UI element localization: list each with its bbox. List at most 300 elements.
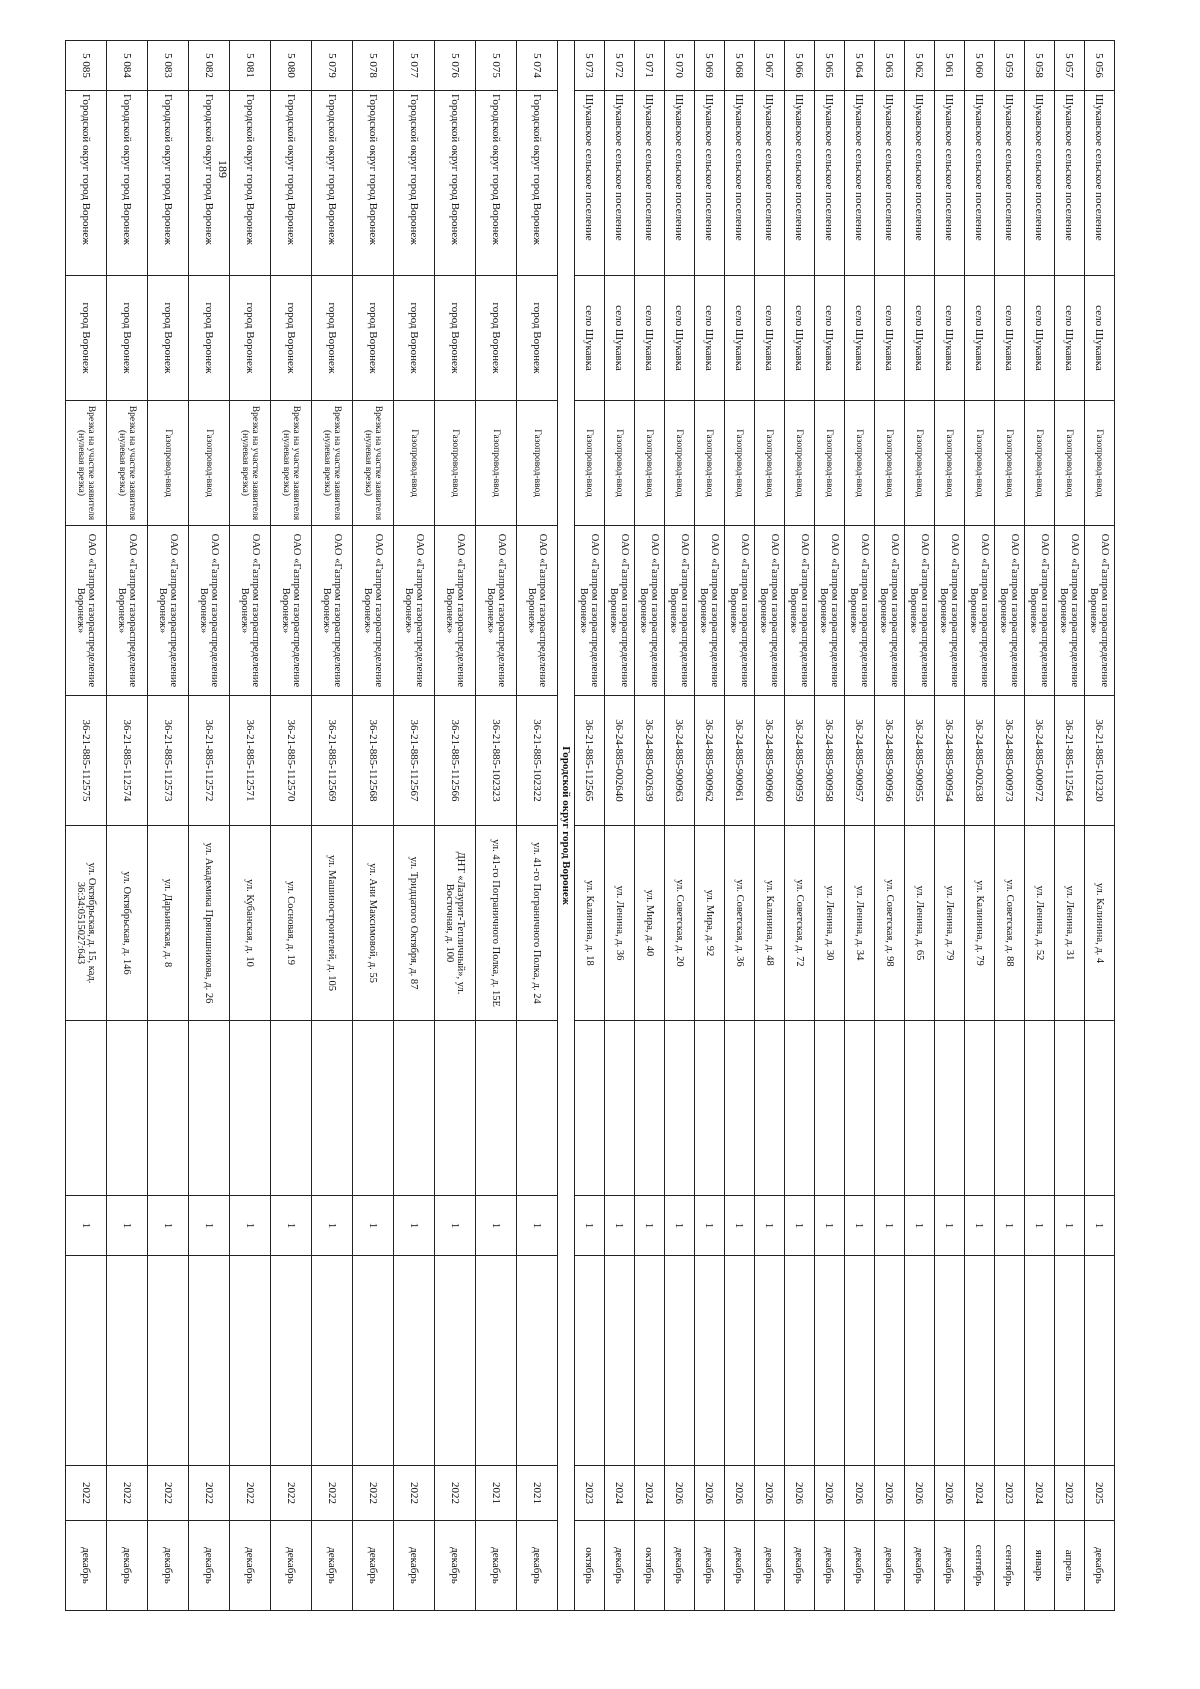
empty-cell xyxy=(575,1021,605,1196)
code-cell: 36-24-885-900954 xyxy=(935,696,965,826)
empty-cell xyxy=(965,1021,995,1196)
table-row xyxy=(1085,41,1115,1611)
table-row xyxy=(785,41,815,1611)
table-row xyxy=(905,41,935,1611)
code-cell: 36-24-885-900963 xyxy=(665,696,695,826)
year-cell: 2026 xyxy=(935,1466,965,1521)
object-type-cell: Врезка на участке заявителя (нулевая врезка) xyxy=(230,401,271,526)
table-row xyxy=(1055,41,1085,1611)
count-cell: 1 xyxy=(476,1196,517,1256)
settlement-cell: Городской округ город Воронеж xyxy=(148,91,189,276)
month-cell: декабрь xyxy=(312,1521,353,1611)
table-row xyxy=(435,41,476,1611)
object-type-cell: Газопровод-ввод xyxy=(1025,401,1055,526)
rotated-table xyxy=(75,40,1115,1610)
empty-cell xyxy=(935,1021,965,1196)
year-cell: 2026 xyxy=(875,1466,905,1521)
object-type-cell: Газопровод-ввод xyxy=(755,401,785,526)
table-row xyxy=(875,41,905,1611)
settlement-cell: Шукавское сельское поселение xyxy=(1085,91,1115,276)
row-number: 5 066 xyxy=(785,41,815,91)
row-number: 5 078 xyxy=(353,41,394,91)
section-header xyxy=(558,41,575,1611)
empty-cell xyxy=(435,1021,476,1196)
count-cell: 1 xyxy=(995,1196,1025,1256)
settlement-cell: Городской округ город Воронеж xyxy=(517,91,558,276)
year-cell: 2023 xyxy=(575,1466,605,1521)
settlement-cell: Городской округ город Воронеж xyxy=(66,91,107,276)
row-number: 5 070 xyxy=(665,41,695,91)
row-number: 5 079 xyxy=(312,41,353,91)
locality-cell: село Шукавка xyxy=(845,276,875,401)
locality-cell: село Шукавка xyxy=(1025,276,1055,401)
address-cell: ул. Ленина, д. 34 xyxy=(845,826,875,1021)
empty-cell xyxy=(815,1256,845,1466)
month-cell: декабрь xyxy=(353,1521,394,1611)
year-cell: 2026 xyxy=(725,1466,755,1521)
year-cell: 2022 xyxy=(394,1466,435,1521)
empty-cell xyxy=(476,1256,517,1466)
empty-cell xyxy=(148,1021,189,1196)
code-cell: 36-21-885-112569 xyxy=(312,696,353,826)
code-cell: 36-21-885-112574 xyxy=(107,696,148,826)
empty-cell xyxy=(476,1021,517,1196)
organization-cell: ОАО «Газпром газораспределение Воронеж» xyxy=(312,526,353,696)
table-row xyxy=(230,41,271,1611)
table-row xyxy=(66,41,107,1611)
empty-cell xyxy=(995,1021,1025,1196)
object-type-cell: Газопровод-ввод xyxy=(435,401,476,526)
organization-cell: ОАО «Газпром газораспределение Воронеж» xyxy=(148,526,189,696)
month-cell: декабрь xyxy=(845,1521,875,1611)
count-cell: 1 xyxy=(1025,1196,1055,1256)
settlement-cell: Городской округ город Воронеж xyxy=(476,91,517,276)
settlement-cell: Шукавское сельское поселение xyxy=(605,91,635,276)
table-row xyxy=(107,41,148,1611)
locality-cell: село Шукавка xyxy=(965,276,995,401)
settlement-cell: Городской округ город Воронеж xyxy=(189,91,230,276)
table-row xyxy=(695,41,725,1611)
empty-cell xyxy=(815,1021,845,1196)
locality-cell: село Шукавка xyxy=(815,276,845,401)
count-cell: 1 xyxy=(605,1196,635,1256)
code-cell: 36-21-885-112568 xyxy=(353,696,394,826)
organization-cell: ОАО «Газпром газораспределение Воронеж» xyxy=(66,526,107,696)
code-cell: 36-24-885-900957 xyxy=(845,696,875,826)
locality-cell: село Шукавка xyxy=(1085,276,1115,401)
locality-cell: город Воронеж xyxy=(517,276,558,401)
month-cell: декабрь xyxy=(476,1521,517,1611)
address-cell: ул. 41-го Пограничного Полка, д. 15Е xyxy=(476,826,517,1021)
month-cell: декабрь xyxy=(905,1521,935,1611)
count-cell: 1 xyxy=(353,1196,394,1256)
count-cell: 1 xyxy=(230,1196,271,1256)
table-row xyxy=(271,41,312,1611)
empty-cell xyxy=(965,1256,995,1466)
month-cell: декабрь xyxy=(66,1521,107,1611)
row-number: 5 082 xyxy=(189,41,230,91)
year-cell: 2022 xyxy=(148,1466,189,1521)
locality-cell: село Шукавка xyxy=(1055,276,1085,401)
object-type-cell: Газопровод-ввод xyxy=(785,401,815,526)
organization-cell: ОАО «Газпром газораспределение Воронеж» xyxy=(1055,526,1085,696)
object-type-cell: Газопровод-ввод xyxy=(815,401,845,526)
locality-cell: город Воронеж xyxy=(476,276,517,401)
organization-cell: ОАО «Газпром газораспределение Воронеж» xyxy=(394,526,435,696)
table-row xyxy=(725,41,755,1611)
month-cell: октябрь xyxy=(635,1521,665,1611)
row-number: 5 074 xyxy=(517,41,558,91)
object-type-cell: Газопровод-ввод xyxy=(935,401,965,526)
row-number: 5 077 xyxy=(394,41,435,91)
year-cell: 2026 xyxy=(785,1466,815,1521)
object-type-cell: Газопровод-ввод xyxy=(995,401,1025,526)
table-row xyxy=(517,41,558,1611)
object-type-cell: Газопровод-ввод xyxy=(517,401,558,526)
table-row xyxy=(995,41,1025,1611)
month-cell: декабрь xyxy=(605,1521,635,1611)
organization-cell: ОАО «Газпром газораспределение Воронеж» xyxy=(605,526,635,696)
address-cell: ул. Дарьинская, д. 8 xyxy=(148,826,189,1021)
row-number: 5 062 xyxy=(905,41,935,91)
address-cell: ул. Советская, д. 36 xyxy=(725,826,755,1021)
object-type-cell: Газопровод-ввод xyxy=(905,401,935,526)
year-cell: 2026 xyxy=(845,1466,875,1521)
page-number: 189 xyxy=(216,160,230,178)
count-cell: 1 xyxy=(394,1196,435,1256)
code-cell: 36-24-885-000973 xyxy=(995,696,1025,826)
empty-cell xyxy=(995,1256,1025,1466)
organization-cell: ОАО «Газпром газораспределение Воронеж» xyxy=(905,526,935,696)
settlement-cell: Городской округ город Воронеж xyxy=(394,91,435,276)
code-cell: 36-24-885-900955 xyxy=(905,696,935,826)
code-cell: 36-21-885-102323 xyxy=(476,696,517,826)
locality-cell: село Шукавка xyxy=(635,276,665,401)
empty-cell xyxy=(1085,1021,1115,1196)
object-type-cell: Газопровод-ввод xyxy=(725,401,755,526)
address-cell: ул. Советская, д. 98 xyxy=(875,826,905,1021)
organization-cell: ОАО «Газпром газораспределение Воронеж» xyxy=(725,526,755,696)
row-number: 5 064 xyxy=(845,41,875,91)
empty-cell xyxy=(845,1256,875,1466)
organization-cell: ОАО «Газпром газораспределение Воронеж» xyxy=(435,526,476,696)
organization-cell: ОАО «Газпром газораспределение Воронеж» xyxy=(635,526,665,696)
organization-cell: ОАО «Газпром газораспределение Воронеж» xyxy=(995,526,1025,696)
organization-cell: ОАО «Газпром газораспределение Воронеж» xyxy=(1085,526,1115,696)
row-number: 5 065 xyxy=(815,41,845,91)
year-cell: 2026 xyxy=(665,1466,695,1521)
empty-cell xyxy=(665,1256,695,1466)
locality-cell: город Воронеж xyxy=(107,276,148,401)
row-number: 5 084 xyxy=(107,41,148,91)
empty-cell xyxy=(635,1256,665,1466)
table-row xyxy=(1025,41,1055,1611)
table-row xyxy=(665,41,695,1611)
count-cell: 1 xyxy=(845,1196,875,1256)
object-type-cell: Газопровод-ввод xyxy=(575,401,605,526)
code-cell: 36-21-885-112567 xyxy=(394,696,435,826)
year-cell: 2026 xyxy=(815,1466,845,1521)
locality-cell: село Шукавка xyxy=(935,276,965,401)
settlement-cell: Шукавское сельское поселение xyxy=(995,91,1025,276)
table-row xyxy=(965,41,995,1611)
month-cell: декабрь xyxy=(230,1521,271,1611)
address-cell: ул. Академика Прянишникова, д. 26 xyxy=(189,826,230,1021)
year-cell: 2021 xyxy=(517,1466,558,1521)
address-cell: ул. Машиностроителей, д. 105 xyxy=(312,826,353,1021)
empty-cell xyxy=(394,1256,435,1466)
count-cell: 1 xyxy=(575,1196,605,1256)
empty-cell xyxy=(725,1021,755,1196)
year-cell: 2022 xyxy=(312,1466,353,1521)
code-cell: 36-24-885-900959 xyxy=(785,696,815,826)
organization-cell: ОАО «Газпром газораспределение Воронеж» xyxy=(271,526,312,696)
object-type-cell: Газопровод-ввод xyxy=(665,401,695,526)
code-cell: 36-21-885-112575 xyxy=(66,696,107,826)
locality-cell: город Воронеж xyxy=(435,276,476,401)
locality-cell: город Воронеж xyxy=(189,276,230,401)
code-cell: 36-24-885-002639 xyxy=(635,696,665,826)
address-cell: ул. Сосновая, д. 19 xyxy=(271,826,312,1021)
month-cell: сентябрь xyxy=(995,1521,1025,1611)
address-cell: ул. Советская, д. 88 xyxy=(995,826,1025,1021)
code-cell: 36-24-885-900961 xyxy=(725,696,755,826)
table-container xyxy=(75,40,1115,1610)
empty-cell xyxy=(575,1256,605,1466)
object-type-cell: Врезка на участке заявителя (нулевая врезка) xyxy=(66,401,107,526)
count-cell: 1 xyxy=(1085,1196,1115,1256)
empty-cell xyxy=(517,1256,558,1466)
row-number: 5 060 xyxy=(965,41,995,91)
count-cell: 1 xyxy=(965,1196,995,1256)
address-cell: ул. Тридцатого Октября, д. 87 xyxy=(394,826,435,1021)
count-cell: 1 xyxy=(755,1196,785,1256)
code-cell: 36-21-885-112571 xyxy=(230,696,271,826)
address-cell: ул. Советская, д. 72 xyxy=(785,826,815,1021)
code-cell: 36-21-885-112570 xyxy=(271,696,312,826)
table-row xyxy=(815,41,845,1611)
address-cell: ул. Ленина, д. 31 xyxy=(1055,826,1085,1021)
row-number: 5 061 xyxy=(935,41,965,91)
empty-cell xyxy=(695,1256,725,1466)
empty-cell xyxy=(605,1256,635,1466)
organization-cell: ОАО «Газпром газораспределение Воронеж» xyxy=(755,526,785,696)
object-type-cell: Газопровод-ввод xyxy=(845,401,875,526)
empty-cell xyxy=(875,1021,905,1196)
settlement-cell: Шукавское сельское поселение xyxy=(1055,91,1085,276)
settlement-cell: Шукавское сельское поселение xyxy=(575,91,605,276)
code-cell: 36-21-885-102322 xyxy=(517,696,558,826)
settlement-cell: Шукавское сельское поселение xyxy=(935,91,965,276)
empty-cell xyxy=(1055,1021,1085,1196)
address-cell: ул. Ленина, д. 65 xyxy=(905,826,935,1021)
count-cell: 1 xyxy=(695,1196,725,1256)
count-cell: 1 xyxy=(148,1196,189,1256)
year-cell: 2023 xyxy=(995,1466,1025,1521)
code-cell: 36-21-885-102320 xyxy=(1085,696,1115,826)
organization-cell: ОАО «Газпром газораспределение Воронеж» xyxy=(815,526,845,696)
address-cell: ул. Кубанская, д. 10 xyxy=(230,826,271,1021)
empty-cell xyxy=(785,1021,815,1196)
year-cell: 2024 xyxy=(965,1466,995,1521)
empty-cell xyxy=(1025,1021,1055,1196)
organization-cell: ОАО «Газпром газораспределение Воронеж» xyxy=(875,526,905,696)
row-number: 5 071 xyxy=(635,41,665,91)
table-row xyxy=(605,41,635,1611)
empty-cell xyxy=(695,1021,725,1196)
table-body-b xyxy=(66,41,558,1611)
year-cell: 2022 xyxy=(271,1466,312,1521)
locality-cell: город Воронеж xyxy=(312,276,353,401)
empty-cell xyxy=(66,1256,107,1466)
address-cell: ул. Ани Максимовой, д. 55 xyxy=(353,826,394,1021)
empty-cell xyxy=(353,1256,394,1466)
count-cell: 1 xyxy=(785,1196,815,1256)
table-row xyxy=(755,41,785,1611)
month-cell: декабрь xyxy=(935,1521,965,1611)
table-row xyxy=(394,41,435,1611)
address-cell: ул. Мира, д. 92 xyxy=(695,826,725,1021)
count-cell: 1 xyxy=(66,1196,107,1256)
organization-cell: ОАО «Газпром газораспределение Воронеж» xyxy=(1025,526,1055,696)
object-type-cell: Газопровод-ввод xyxy=(1085,401,1115,526)
locality-cell: село Шукавка xyxy=(785,276,815,401)
month-cell: декабрь xyxy=(695,1521,725,1611)
settlement-cell: Шукавское сельское поселение xyxy=(875,91,905,276)
settlement-cell: Шукавское сельское поселение xyxy=(725,91,755,276)
code-cell: 36-21-885-112564 xyxy=(1055,696,1085,826)
table-row xyxy=(312,41,353,1611)
code-cell: 36-24-885-900956 xyxy=(875,696,905,826)
organization-cell: ОАО «Газпром газораспределение Воронеж» xyxy=(965,526,995,696)
code-cell: 36-21-885-112573 xyxy=(148,696,189,826)
year-cell: 2024 xyxy=(635,1466,665,1521)
empty-cell xyxy=(394,1021,435,1196)
row-number: 5 069 xyxy=(695,41,725,91)
year-cell: 2022 xyxy=(353,1466,394,1521)
month-cell: апрель xyxy=(1055,1521,1085,1611)
code-cell: 36-21-885-112566 xyxy=(435,696,476,826)
address-cell: ул. Ленина, д. 30 xyxy=(815,826,845,1021)
address-cell: ул. Калинина, д. 4 xyxy=(1085,826,1115,1021)
row-number: 5 056 xyxy=(1085,41,1115,91)
count-cell: 1 xyxy=(271,1196,312,1256)
locality-cell: село Шукавка xyxy=(575,276,605,401)
settlement-cell: Шукавское сельское поселение xyxy=(845,91,875,276)
empty-cell xyxy=(189,1256,230,1466)
row-number: 5 083 xyxy=(148,41,189,91)
settlement-cell: Городской округ город Воронеж xyxy=(312,91,353,276)
object-type-cell: Газопровод-ввод xyxy=(635,401,665,526)
settlement-cell: Шукавское сельское поселение xyxy=(815,91,845,276)
empty-cell xyxy=(312,1021,353,1196)
settlement-cell: Шукавское сельское поселение xyxy=(695,91,725,276)
count-cell: 1 xyxy=(635,1196,665,1256)
month-cell: декабрь xyxy=(271,1521,312,1611)
row-number: 5 063 xyxy=(875,41,905,91)
row-number: 5 080 xyxy=(271,41,312,91)
object-type-cell: Газопровод-ввод xyxy=(1055,401,1085,526)
year-cell: 2025 xyxy=(1085,1466,1115,1521)
empty-cell xyxy=(935,1256,965,1466)
row-number: 5 075 xyxy=(476,41,517,91)
row-number: 5 081 xyxy=(230,41,271,91)
locality-cell: город Воронеж xyxy=(148,276,189,401)
empty-cell xyxy=(66,1021,107,1196)
address-cell: ул. Калинина, д. 79 xyxy=(965,826,995,1021)
locality-cell: село Шукавка xyxy=(995,276,1025,401)
object-type-cell: Врезка на участке заявителя (нулевая врезка) xyxy=(271,401,312,526)
year-cell: 2023 xyxy=(1055,1466,1085,1521)
locality-cell: село Шукавка xyxy=(875,276,905,401)
table-row xyxy=(635,41,665,1611)
year-cell: 2022 xyxy=(189,1466,230,1521)
empty-cell xyxy=(725,1256,755,1466)
organization-cell: ОАО «Газпром газораспределение Воронеж» xyxy=(353,526,394,696)
row-number: 5 059 xyxy=(995,41,1025,91)
organization-cell: ОАО «Газпром газораспределение Воронеж» xyxy=(695,526,725,696)
organization-cell: ОАО «Газпром газораспределение Воронеж» xyxy=(230,526,271,696)
address-cell: ул. Калинина, д. 18 xyxy=(575,826,605,1021)
month-cell: январь xyxy=(1025,1521,1055,1611)
code-cell: 36-24-885-002638 xyxy=(965,696,995,826)
code-cell: 36-21-885-112565 xyxy=(575,696,605,826)
month-cell: декабрь xyxy=(785,1521,815,1611)
year-cell: 2021 xyxy=(476,1466,517,1521)
empty-cell xyxy=(107,1021,148,1196)
address-cell: ул. Ленина, д. 52 xyxy=(1025,826,1055,1021)
empty-cell xyxy=(1085,1256,1115,1466)
empty-cell xyxy=(189,1021,230,1196)
row-number: 5 085 xyxy=(66,41,107,91)
settlement-cell: Шукавское сельское поселение xyxy=(755,91,785,276)
year-cell: 2022 xyxy=(107,1466,148,1521)
empty-cell xyxy=(271,1256,312,1466)
address-cell: ул. 41-го Пограничного Полка, д. 24 xyxy=(517,826,558,1021)
row-number: 5 058 xyxy=(1025,41,1055,91)
settlement-cell: Шукавское сельское поселение xyxy=(665,91,695,276)
code-cell: 36-21-885-112572 xyxy=(189,696,230,826)
empty-cell xyxy=(605,1021,635,1196)
empty-cell xyxy=(517,1021,558,1196)
settlement-cell: Городской округ город Воронеж xyxy=(271,91,312,276)
locality-cell: город Воронеж xyxy=(271,276,312,401)
empty-cell xyxy=(353,1021,394,1196)
object-type-cell: Газопровод-ввод xyxy=(189,401,230,526)
count-cell: 1 xyxy=(312,1196,353,1256)
object-type-cell: Газопровод-ввод xyxy=(605,401,635,526)
row-number: 5 057 xyxy=(1055,41,1085,91)
count-cell: 1 xyxy=(905,1196,935,1256)
month-cell: декабрь xyxy=(435,1521,476,1611)
empty-cell xyxy=(312,1256,353,1466)
table-body-a xyxy=(575,41,1115,1611)
empty-cell xyxy=(1025,1256,1055,1466)
object-type-cell: Газопровод-ввод xyxy=(875,401,905,526)
empty-cell xyxy=(107,1256,148,1466)
month-cell: декабрь xyxy=(815,1521,845,1611)
count-cell: 1 xyxy=(435,1196,476,1256)
settlement-cell: Шукавское сельское поселение xyxy=(635,91,665,276)
code-cell: 36-24-885-002640 xyxy=(605,696,635,826)
count-cell: 1 xyxy=(815,1196,845,1256)
settlement-cell: Городской округ город Воронеж xyxy=(107,91,148,276)
organization-cell: ОАО «Газпром газораспределение Воронеж» xyxy=(189,526,230,696)
locality-cell: город Воронеж xyxy=(66,276,107,401)
address-cell: ул. Октябрьская, д. 146 xyxy=(107,826,148,1021)
count-cell: 1 xyxy=(107,1196,148,1256)
code-cell: 36-24-885-900960 xyxy=(755,696,785,826)
